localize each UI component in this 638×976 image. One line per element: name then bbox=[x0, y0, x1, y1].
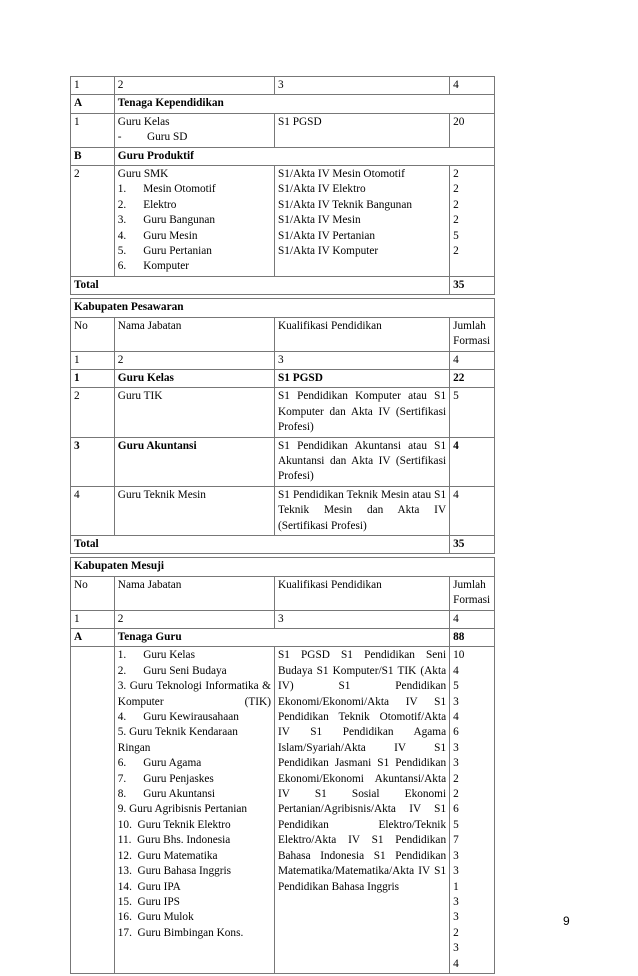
header-row bbox=[71, 576, 495, 610]
column-number-row bbox=[71, 351, 495, 369]
section-code: A bbox=[71, 95, 115, 113]
jumlah-line: 2 bbox=[453, 198, 459, 211]
total-label: Total bbox=[71, 276, 450, 294]
jabatan-line: 9. Guru Agribisnis Pertanian bbox=[117, 803, 248, 816]
kualifikasi-cell: S1 Pendidikan Teknik Mesin atau S1 Teknik Mesin dan Akta IV (Sertifikasi Profesi) bbox=[274, 486, 449, 535]
column-number-row bbox=[71, 610, 495, 628]
row-number: 2 bbox=[71, 166, 115, 277]
section-row bbox=[71, 95, 495, 113]
jabatan-line: 2. Guru Seni Budaya bbox=[117, 664, 227, 677]
kualifikasi-line: S1/Akta IV Elektro bbox=[277, 183, 366, 196]
section-label: Tenaga Kependidikan bbox=[114, 95, 494, 113]
jabatan-cell: Guru Teknik Mesin bbox=[114, 486, 274, 535]
kualifikasi-line: S1/Akta IV Komputer bbox=[277, 245, 379, 258]
region-title-row bbox=[71, 558, 495, 576]
header-cell: Kualifikasi Pendidikan bbox=[274, 317, 449, 351]
section-code: B bbox=[71, 147, 115, 165]
total-value: 35 bbox=[450, 535, 495, 553]
jabatan-line: 15. Guru IPS bbox=[117, 895, 180, 908]
jumlah-line: 5 bbox=[453, 818, 459, 831]
jumlah-line: 5 bbox=[453, 680, 459, 693]
jumlah-line: 4 bbox=[453, 664, 459, 677]
header-cell: Jumlah Formasi bbox=[450, 576, 495, 610]
region-title-row bbox=[71, 299, 495, 317]
jabatan-line: - Guru SD bbox=[117, 131, 188, 144]
jabatan-line: 10. Guru Teknik Elektro bbox=[117, 818, 231, 831]
jumlah-line: 3 bbox=[453, 942, 459, 955]
cell: 1 bbox=[71, 351, 115, 369]
jabatan-line: 6. Guru Agama bbox=[117, 757, 202, 770]
region-title: Kabupaten Mesuji bbox=[71, 558, 495, 576]
cell: 4 bbox=[450, 351, 495, 369]
jabatan-line: 1. Mesin Otomotif bbox=[117, 183, 216, 196]
jabatan-line: 2. Elektro bbox=[117, 198, 177, 211]
kualifikasi-line: S1/Akta IV Mesin Otomotif bbox=[277, 168, 405, 181]
cell: 2 bbox=[114, 610, 274, 628]
jumlah-line: 2 bbox=[453, 788, 459, 801]
jumlah-line: 6 bbox=[453, 726, 459, 739]
table-row bbox=[71, 647, 495, 974]
jumlah-line: 3 bbox=[453, 865, 459, 878]
jabatan-line: 5. Guru Pertanian bbox=[117, 245, 212, 258]
jumlah-cell bbox=[450, 166, 495, 277]
total-label: Total bbox=[71, 535, 450, 553]
jumlah-line: 4 bbox=[453, 711, 459, 724]
jabatan-line: 16. Guru Mulok bbox=[117, 911, 194, 924]
kualifikasi-cell: S1 PGSD S1 Pendidikan Seni Budaya S1 Komputer/S1 TIK (Akta IV) S1 Pendidikan Ekonomi/Ekonomi/Akta IV S1 Pendidikan Teknik Otomotif/Akta IV S1 Pendidikan Agama Islam/Syariah/Akta IV S1 Pendidikan Jasmani S1 Pendidikan Ekonomi/Ekonomi Akuntansi/Akta IV S1 Sosial Ekonomi Pertanian/Agribisnis/Akta IV S1 Pendidikan Elektro/Teknik Elektro/Akta IV S1 Pendidikan Bahasa Indonesia S1 Pendidikan Matematika/Matematika/Akta IV S1 Pendidikan Bahasa Inggris bbox=[274, 647, 449, 974]
header-cell: Kualifikasi Pendidikan bbox=[274, 576, 449, 610]
jumlah-cell: 22 bbox=[450, 369, 495, 387]
kualifikasi-cell: S1 Pendidikan Komputer atau S1 Komputer dan Akta IV (Sertifikasi Profesi) bbox=[274, 388, 449, 437]
row-number: 1 bbox=[71, 369, 115, 387]
cell: 2 bbox=[114, 77, 274, 95]
cell: 3 bbox=[274, 77, 449, 95]
jumlah-cell: 4 bbox=[450, 486, 495, 535]
jabatan-line: Guru SMK bbox=[117, 168, 169, 181]
jabatan-line: 1. Guru Kelas bbox=[117, 649, 195, 662]
section-row bbox=[71, 629, 495, 647]
formasi-table bbox=[70, 76, 495, 974]
jumlah-cell bbox=[450, 647, 495, 974]
jabatan-line: 11. Guru Bhs. Indonesia bbox=[117, 834, 231, 847]
kualifikasi-line: S1/Akta IV Teknik Bangunan bbox=[277, 198, 412, 211]
jumlah-line: 3 bbox=[453, 849, 459, 862]
page-number: 9 bbox=[563, 914, 570, 928]
cell: 4 bbox=[450, 77, 495, 95]
cell: 2 bbox=[114, 351, 274, 369]
document-page bbox=[70, 76, 495, 974]
kualifikasi-cell: S1 PGSD bbox=[274, 369, 449, 387]
table-row bbox=[71, 486, 495, 535]
table-row bbox=[71, 113, 495, 147]
row-number: 3 bbox=[71, 437, 115, 486]
row-number: 2 bbox=[71, 388, 115, 437]
jabatan-cell: Guru TIK bbox=[114, 388, 274, 437]
column-number-row bbox=[71, 77, 495, 95]
cell: 3 bbox=[274, 351, 449, 369]
jumlah-line: 3 bbox=[453, 741, 459, 754]
header-cell: Nama Jabatan bbox=[114, 317, 274, 351]
jabatan-cell: Guru Akuntansi bbox=[114, 437, 274, 486]
cell: 1 bbox=[71, 610, 115, 628]
table-row bbox=[71, 388, 495, 437]
jumlah-line: 6 bbox=[453, 803, 459, 816]
jumlah-line: 5 bbox=[453, 229, 459, 242]
jumlah-line: 2 bbox=[453, 245, 459, 258]
jumlah-line: 3 bbox=[453, 911, 459, 924]
jabatan-line: 17. Guru Bimbingan Kons. bbox=[117, 926, 244, 939]
jabatan-line: 3. Guru Bangunan bbox=[117, 214, 216, 227]
jumlah-line: 2 bbox=[453, 183, 459, 196]
jabatan-cell bbox=[114, 113, 274, 147]
table-row bbox=[71, 369, 495, 387]
section-total: 88 bbox=[450, 629, 495, 647]
jabatan-cell bbox=[114, 647, 274, 974]
total-value: 35 bbox=[450, 276, 495, 294]
jabatan-line: 7. Guru Penjaskes bbox=[117, 772, 214, 785]
header-row bbox=[71, 317, 495, 351]
jabatan-line: 13. Guru Bahasa Inggris bbox=[117, 865, 232, 878]
jumlah-line: 2 bbox=[453, 926, 459, 939]
jumlah-line: 2 bbox=[453, 168, 459, 181]
region-title: Kabupaten Pesawaran bbox=[71, 299, 495, 317]
section-label: Guru Produktif bbox=[114, 147, 494, 165]
jabatan-cell: Guru Kelas bbox=[114, 369, 274, 387]
jabatan-line: 4. Guru Mesin bbox=[117, 229, 198, 242]
jabatan-line: 14. Guru IPA bbox=[117, 880, 181, 893]
jabatan-line: Guru Kelas bbox=[117, 115, 170, 128]
jumlah-line: 3 bbox=[453, 757, 459, 770]
section-code: A bbox=[71, 629, 115, 647]
kualifikasi-cell: S1 Pendidikan Akuntansi atau S1 Akuntansi dan Akta IV (Sertifikasi Profesi) bbox=[274, 437, 449, 486]
section-label: Tenaga Guru bbox=[114, 629, 449, 647]
jumlah-cell: 4 bbox=[450, 437, 495, 486]
jumlah-line: 7 bbox=[453, 834, 459, 847]
jabatan-line: 12. Guru Matematika bbox=[117, 849, 218, 862]
jumlah-line: 3 bbox=[453, 695, 459, 708]
cell: 4 bbox=[450, 610, 495, 628]
jabatan-line: 4. Guru Kewirausahaan bbox=[117, 711, 239, 724]
row-number: 4 bbox=[71, 486, 115, 535]
jumlah-line: 1 bbox=[453, 880, 459, 893]
kualifikasi-line: S1/Akta IV Mesin bbox=[277, 214, 361, 227]
header-cell: Jumlah Formasi bbox=[450, 317, 495, 351]
jabatan-line: 6. Komputer bbox=[117, 260, 190, 273]
jumlah-line: 10 bbox=[453, 649, 465, 662]
total-row bbox=[71, 276, 495, 294]
jumlah-cell: 20 bbox=[450, 113, 495, 147]
jumlah-cell: 5 bbox=[450, 388, 495, 437]
row-number bbox=[71, 647, 115, 974]
cell: 3 bbox=[274, 610, 449, 628]
total-row bbox=[71, 535, 495, 553]
header-cell: Nama Jabatan bbox=[114, 576, 274, 610]
kualifikasi-cell: S1 PGSD bbox=[274, 113, 449, 147]
jabatan-line: 3. Guru Teknologi Informatika & Komputer (TIK) bbox=[117, 680, 271, 708]
jumlah-line: 3 bbox=[453, 895, 459, 908]
table-row bbox=[71, 437, 495, 486]
cell: 1 bbox=[71, 77, 115, 95]
kualifikasi-cell bbox=[274, 166, 449, 277]
row-number: 1 bbox=[71, 113, 115, 147]
table-row bbox=[71, 166, 495, 277]
jabatan-cell bbox=[114, 166, 274, 277]
kualifikasi-line: S1/Akta IV Pertanian bbox=[277, 229, 376, 242]
jumlah-line: 4 bbox=[453, 957, 459, 970]
jabatan-line: 8. Guru Akuntansi bbox=[117, 788, 216, 801]
header-cell: No bbox=[71, 317, 115, 351]
jumlah-line: 2 bbox=[453, 214, 459, 227]
header-cell: No bbox=[71, 576, 115, 610]
jumlah-line: 2 bbox=[453, 772, 459, 785]
section-row bbox=[71, 147, 495, 165]
jabatan-line: 5. Guru Teknik Kendaraan Ringan bbox=[117, 726, 238, 754]
